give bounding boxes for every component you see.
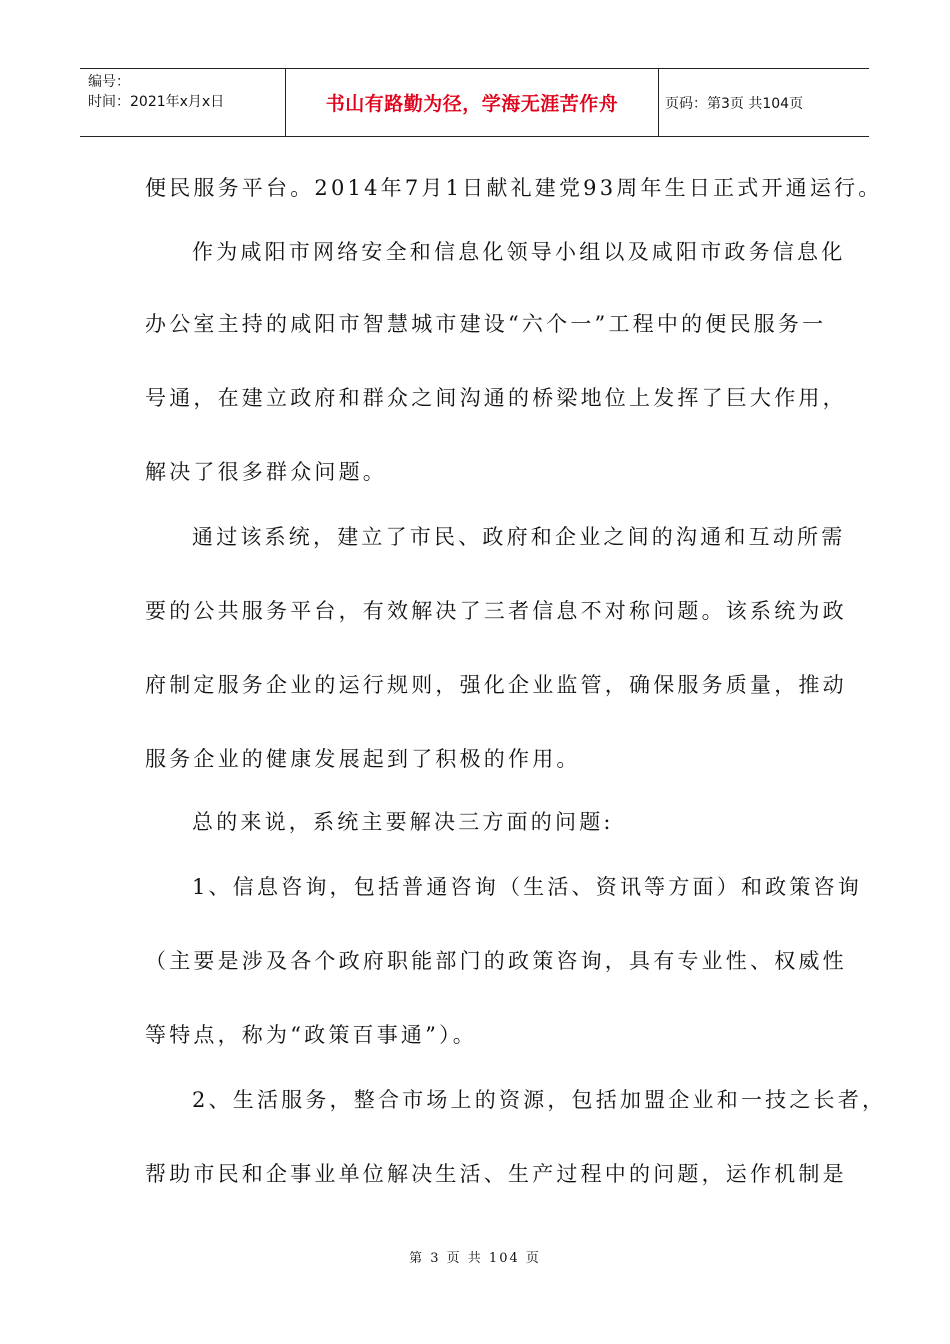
- body-line-11: 1、信息咨询，包括普通咨询（生活、资讯等方面）和政策咨询: [192, 875, 862, 899]
- header-page-label: 页码：第3页 共104页: [665, 95, 804, 112]
- body-line-9: 服务企业的健康发展起到了积极的作用。: [145, 747, 581, 771]
- header-info: [80, 69, 285, 136]
- body-line-1: 便民服务平台。2014年7月1日献礼建党93周年生日正式开通运行。: [145, 176, 883, 200]
- header-motto: 书山有路勤为径，学海无涯苦作舟: [285, 69, 659, 136]
- number-label: 编号：: [88, 74, 130, 90]
- body-line-5: 解决了很多群众问题。: [145, 460, 387, 484]
- body-line-15: 帮助市民和企事业单位解决生活、生产过程中的问题，运作机制是: [145, 1162, 847, 1186]
- body-line-3: 办公室主持的咸阳市智慧城市建设“六个一”工程中的便民服务一: [145, 312, 827, 336]
- body-line-4: 号通，在建立政府和群众之间沟通的桥梁地位上发挥了巨大作用，: [145, 386, 847, 410]
- body-line-13: 等特点，称为“政策百事通”）。: [145, 1023, 477, 1047]
- body-line-10: 总的来说，系统主要解决三方面的问题:: [192, 810, 614, 834]
- body-line-8: 府制定服务企业的运行规则，强化企业监管，确保服务质量，推动: [145, 673, 847, 697]
- document-header: [80, 68, 869, 137]
- page-footer: 第 3 页 共 104 页: [409, 1251, 541, 1266]
- body-line-2: 作为咸阳市网络安全和信息化领导小组以及咸阳市政务信息化: [192, 240, 846, 264]
- body-line-7: 要的公共服务平台，有效解决了三者信息不对称问题。该系统为政: [145, 599, 847, 623]
- body-line-6: 通过该系统，建立了市民、政府和企业之间的沟通和互动所需: [192, 525, 846, 549]
- body-line-14: 2、生活服务，整合市场上的资源，包括加盟企业和一技之长者，: [192, 1088, 887, 1112]
- body-line-12: （主要是涉及各个政府职能部门的政策咨询，具有专业性、权威性: [145, 949, 847, 973]
- date-label: 时间：2021年x月x日: [88, 94, 225, 110]
